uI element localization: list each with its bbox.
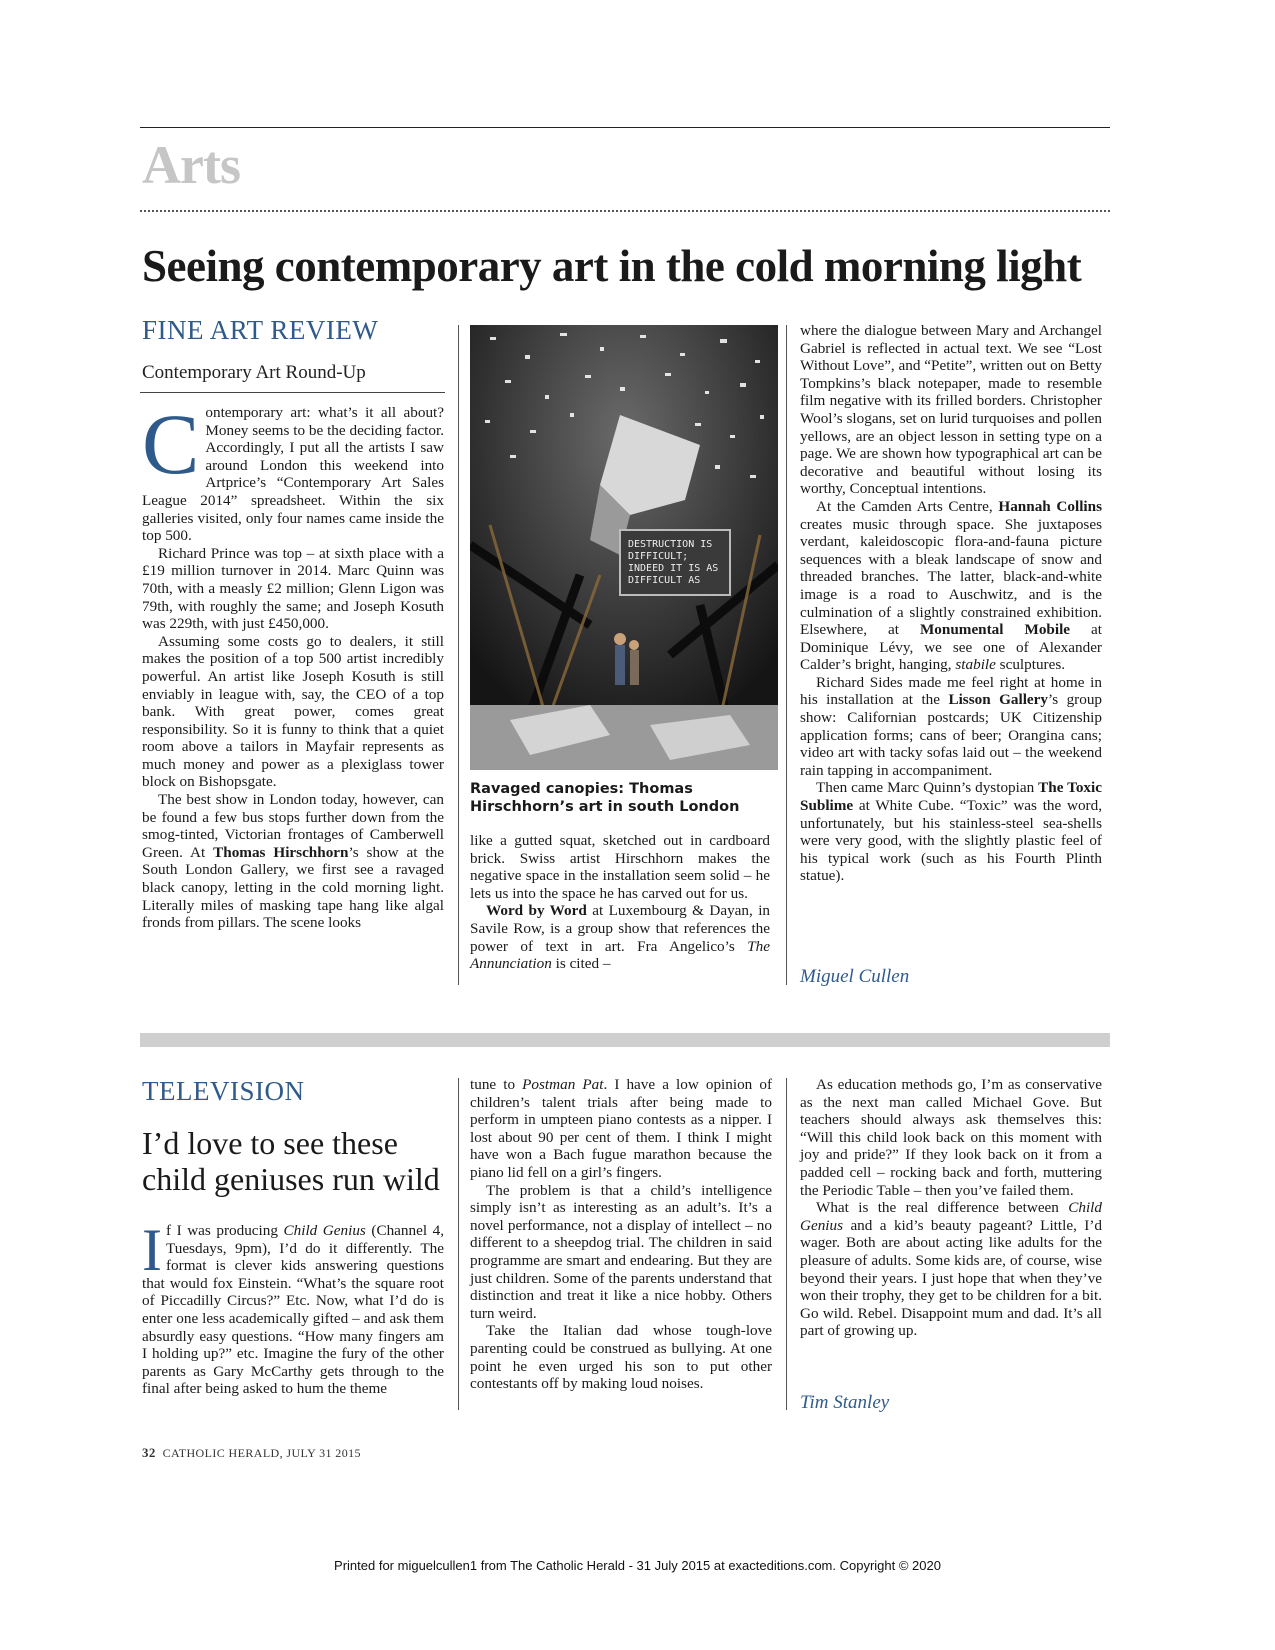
tv-dropcap: I — [142, 1217, 162, 1283]
column-divider — [458, 1078, 459, 1410]
photo-caption: Ravaged canopies: Thomas Hirschhorn’s art in south London — [470, 781, 740, 815]
main-headline: Seeing contemporary art in the cold morning light — [142, 241, 1082, 291]
review-byline: Miguel Cullen — [800, 966, 910, 987]
photo-sign-text: DESTRUCTION IS DIFFICULT; INDEED IT IS AS DIFFICULT AS — [628, 539, 719, 586]
page-number: 32 — [142, 1445, 156, 1460]
column-divider — [786, 325, 787, 985]
tv-column-2: tune to Postman Pat. I have a low opinion of children’s talent trials after being made to perform in umpteen piano contests as a nipper. I lost about 90 per cent of them. I think I might have won a Bach fugue marathon because the piano lid fell on a girl’s fingers. The problem is that a child’s intelligence simply isn’t as interesting as an adult’s. It’s a novel performance, not a display of intellect – no different to a sheepdog trial. The children in said programme are smart and endearing. But they are just children. Some of the parents understand that distinction and treat it like a nice hobby. Others turn weird. Take the Italian dad whose tough-love parenting could be construed as bullying. At one point he even urged his son to put other contestants off by making loud noises. — [470, 1076, 773, 1393]
review-column-3: where the dialogue between Mary and Archangel Gabriel is reflected in actual text. We see “Lost Without Love”, and “Petite”, written out on Betty Tompkins’s black notepaper, made to resemble film negative with its frilled borders. Christopher Wool’s slogans, set on lurid turquoises and pollen yellows, are an object lesson in setting type on a page. We are shown how typographical art can be decorative and beautiful without losing its worthy, Conceptual intentions. At the Camden Arts Centre, Hannah Collins creates music through space. She juxtaposes verdant, kaleidoscopic flora-and-fauna picture sequences with a bleak landscape of snow and threaded branches. The latter, black-and-white image is a road to Auschwitz, and is the culmination of a slightly constrained exhibition. Elsewhere, at Monumental Mobile at Dominique Lévy, we see one of Alexander Calder’s bright, hanging, stabile sculptures. Richard Sides made me feel right at home in his installation at the Lisson Gallery’s group show: Californian postcards; UK Citizenship application forms; cans of beer; Orangina cans; video art with tacky sofas laid out – the weekend rain tapping in accompaniment. Then came Marc Quinn’s dystopian The Toxic Sublime at White Cube. “Toxic” was the word, unfortunately, but his stainless-steel sea-shells were very good, with the slightly plastic feel of his typical work (such as his Fourth Plinth statue). — [800, 322, 1103, 885]
tv-kicker: TELEVISION — [142, 1076, 305, 1106]
review-kicker: FINE ART REVIEW — [142, 315, 379, 345]
column-divider — [786, 1078, 787, 1410]
top-rule — [140, 127, 1110, 128]
review-deck: Contemporary Art Round-Up — [142, 362, 366, 383]
tv-column-1: If I was producing Child Genius (Channel 4, Tuesdays, 9pm), I’d do it differently. The format is clever kids answering questions that would fox Einstein. “What’s the square root of Piccadilly Circus?” Etc. Now, what I’d do is enter one less academically gifted – and ask them absurdly easy questions. “How many fingers am I holding up?” etc. Imagine the fury of the other parents as Gary McCarthy gets through to the final after being asked to hum the theme — [142, 1217, 444, 1398]
review-dropcap: C — [142, 396, 200, 492]
deck-rule — [140, 392, 445, 393]
column-divider — [458, 325, 459, 985]
publication-date: CATHOLIC HERALD, JULY 31 2015 — [162, 1446, 361, 1460]
section-title: Arts — [142, 135, 240, 195]
review-column-1: Contemporary art: what’s it all about? Money seems to be the deciding factor. Accordingly, I put all the artists I saw around London this weekend into Artprice’s “Contemporary Art Sales League 2014” spreadsheet. Within the six galleries visited, only four names came inside the top 500. Richard Prince was top – at sixth place with a £19 million turnover in 2014. Marc Quinn was 70th, with a measly £2 million; Glenn Ligon was 79th, with roughly the same; and Joseph Kosuth was 229th, with just £450,000. Assuming some costs go to dealers, it still makes the position of a top 500 artist incredibly powerful. An artist like Joseph Kosuth is still enviably in league with, say, the CEO of a top bank. With great power, comes great responsibility. So it is funny to think that a quiet room above a tailors in Mayfair represents as much money and power as a plexiglass tower block on Bishopsgate. The best show in London today, however, can be found a few bus stops further down from the smog-tinted, Victorian frontages of Camberwell Green. At Thomas Hirschhorn’s show at the South London Gallery, we first see a ravaged black canopy, letting in the cold morning light. Literally miles of masking tape hang like algal fronds from pillars. The scene looks — [142, 396, 444, 932]
print-footer: Printed for miguelcullen1 from The Catholic Herald - 31 July 2015 at exacteditions.com. Copyright © 2020 — [334, 1558, 941, 1573]
folio — [142, 1445, 361, 1461]
section-band — [140, 1033, 1110, 1047]
tv-headline: I’d love to see these child geniuses run wild — [142, 1125, 440, 1197]
tv-column-3: As education methods go, I’m as conservative as the next man called Michael Gove. But teachers should always ask themselves this: “Will this child look back on this moment with joy and pride?” If they look back on it from a padded cell – rocking back and forth, muttering the Periodic Table – then you’ve failed them. What is the real difference between Child Genius and a kid’s beauty pageant? Little, I’d wager. Both are about acting like adults for the pleasure of adults. Some kids are, of course, wise beyond their years. I just hope that when they’ve won their trophy, they get to be children for a bit. Go wild. Rebel. Disappoint mum and dad. It’s all part of growing up. — [800, 1076, 1102, 1340]
dotted-rule — [140, 210, 1110, 212]
installation-photo — [470, 325, 778, 770]
review-column-2: like a gutted squat, sketched out in cardboard brick. Swiss artist Hirschhorn makes the negative space in the installation seem solid – he lets us into the space he has carved out for us. Word by Word at Luxembourg & Dayan, in Savile Row, is a group show that references the power of text in art. Fra Angelico’s The Annunciation is cited – — [470, 832, 771, 973]
tv-byline: Tim Stanley — [800, 1392, 890, 1413]
